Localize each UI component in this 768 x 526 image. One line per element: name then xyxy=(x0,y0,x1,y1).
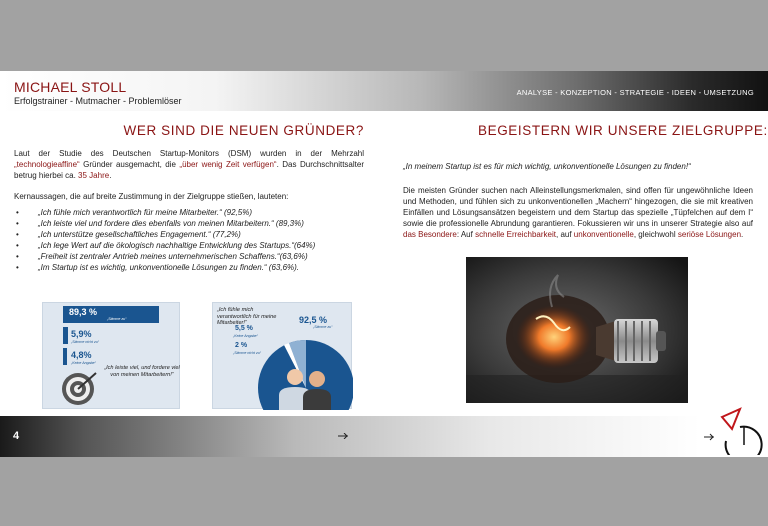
target-icon xyxy=(61,371,99,407)
quote: „In meinem Startup ist es für mich wichtig, unkonventionelle Lösungen zu finden!“ xyxy=(403,162,691,171)
body-text: , gleichwohl xyxy=(633,230,678,239)
stat-agree: 89,3 % xyxy=(69,307,98,317)
brochure-page xyxy=(0,71,768,457)
infographic-performance xyxy=(42,302,180,409)
right-column xyxy=(403,161,753,240)
body-paragraph xyxy=(403,185,753,240)
stat-responsible-no-answer-label: „Keine Angabe“ xyxy=(233,334,258,338)
lead-paragraph: Kernaussagen, die auf breite Zustimmung in der Zielgruppe stießen, lauteten: xyxy=(14,192,289,201)
intro-time-highlight: „über wenig Zeit verfügen“ xyxy=(179,160,277,169)
intro-text: . xyxy=(109,171,112,180)
list-item: • „Ich unterstütze gesellschaftliches Engagement.“ (77,2%) xyxy=(14,229,364,240)
left-title: WER SIND DIE NEUEN GRÜNDER? xyxy=(123,123,364,138)
body-text: : Auf xyxy=(456,230,476,239)
service-nav: ANALYSE - KONZEPTION - STRATEGIE - IDEEN - UMSETZUNG xyxy=(516,88,754,97)
burning-lightbulb-image xyxy=(466,257,688,403)
statement-list xyxy=(14,207,364,273)
list-item: • „Ich leiste viel und fordere dies ebenfalls von meinen Mitarbeitern.“ (89,3%) xyxy=(14,218,364,229)
list-item: • „Im Startup ist es wichtig, unkonventionelle Lösungen zu finden.“ (63,6%). xyxy=(14,262,364,273)
body-special-highlight: das Besondere xyxy=(403,230,457,239)
brand-subtitle: Erfolgstrainer - Mutmacher - Problemlöser xyxy=(14,96,182,106)
stat-responsible-agree: 92,5 % xyxy=(299,315,328,325)
stat-responsible-disagree-label: „Stimme nicht zu“ xyxy=(233,351,261,355)
header-bar xyxy=(0,71,768,111)
infographic-responsibility-caption: „Ich fühle mich verantwortlich für meine Mitarbeiter!“ xyxy=(217,307,277,327)
stat-responsible-disagree: 2 % xyxy=(235,342,248,349)
body-reach-highlight: schnelle Erreichbarkeit xyxy=(475,230,556,239)
stat-no-answer: 4,8% xyxy=(71,350,92,360)
body-text: . xyxy=(741,230,744,239)
page-number: 4 xyxy=(13,430,20,442)
list-item: • „Ich lege Wert auf die ökologisch nachhaltige Entwicklung des Startups.“(64%) xyxy=(14,240,364,251)
intro-tech-highlight: „technologieaffine“ xyxy=(14,160,80,169)
list-item: • „Freiheit ist zentraler Antrieb meines unternehmerischen Schaffens.“(63,6%) xyxy=(14,251,364,262)
bar-disagree xyxy=(63,327,68,344)
logo-graphic xyxy=(700,407,766,455)
intro-text: . Das Durchschnittsalter betrug hierbei ca. xyxy=(14,160,364,180)
body-unconv-highlight: unkonventionelle xyxy=(573,230,634,239)
list-item: • „Ich fühle mich verantwortlich für meine Mitarbeiter.“ (92,5%) xyxy=(14,207,364,218)
stat-no-answer-label: „Keine Angabe“ xyxy=(71,361,96,365)
infographic-performance-caption: „Ich leiste viel, und fordere viel von meinen Mitarbeitern!“ xyxy=(104,365,180,378)
infographic-responsibility xyxy=(212,302,352,409)
stat-agree-label: „Stimme zu“ xyxy=(107,317,127,321)
pie-chart xyxy=(249,331,353,410)
intro-age-highlight: 35 Jahre xyxy=(78,171,110,180)
stat-disagree: 5,9% xyxy=(71,329,92,339)
body-serious-highlight: seriöse Lösungen xyxy=(677,230,742,239)
brand-name: MICHAEL STOLL xyxy=(14,79,127,95)
intro-text: Gründer ausgemacht, die xyxy=(79,160,180,169)
plane-icon xyxy=(338,433,348,439)
intro-text: Laut der Studie des Deutschen Startup-Monitors (DSM) wurden in der Mehrzahl xyxy=(14,149,364,158)
body-text: Die meisten Gründer suchen nach Alleinstellungsmerkmalen, sind offen für ungewöhnliche Ideen und Methoden, und fühlen sich zu unkonventionellen „Machern“ hingezogen, die sie mit kreativen Einfällen und Lösungsansätzen begeistern und dem Startup das spezielle „Tüpfelchen auf dem I“ sowie die professionelle Abrundung garantieren. Fokussieren wir uns in unserer Strategie also auf xyxy=(403,186,753,228)
body-text: , auf xyxy=(556,230,574,239)
left-column xyxy=(14,148,364,273)
right-title: BEGEISTERN WIR UNSERE ZIELGRUPPE: xyxy=(478,123,768,138)
stat-disagree-label: „Stimme nicht zu“ xyxy=(71,340,99,344)
stat-responsible-agree-label: „Stimme zu“ xyxy=(313,325,333,329)
intro-paragraph xyxy=(14,148,364,181)
bar-no-answer xyxy=(63,348,67,365)
stat-responsible-no-answer: 5,5 % xyxy=(235,325,253,332)
footer-bar xyxy=(0,416,700,457)
